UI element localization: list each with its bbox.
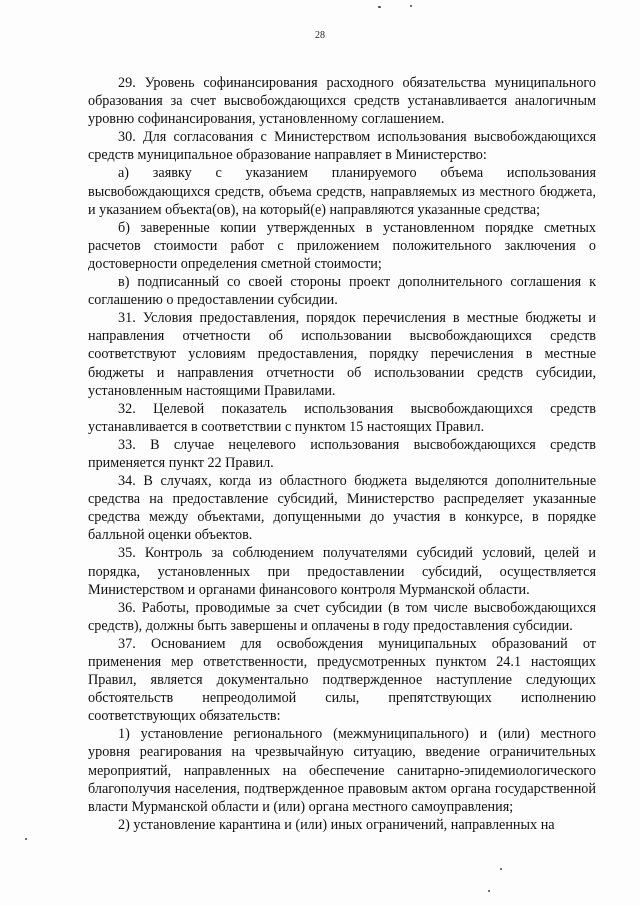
paragraph-30v: в) подписанный со своей стороны проект дополнительного соглашения к соглашению о предоставлении субсидии. bbox=[88, 274, 596, 309]
paragraph-37-item-1: 1) установление регионального (межмуниципального) и (или) местного уровня реагирования на чрезвычайную ситуацию, введение ограничительных мероприятий, направленных на обеспечение санитарно-эпидемиологического благополучия населения, подтвержденное правовым актом органа государственной власти Мурманской области и (или) органа местного самоуправления; bbox=[88, 726, 596, 815]
paragraph-30b: б) заверенные копии утвержденных в установленном порядке сметных расчетов стоимости работ с приложением положительного заключения о достоверности определения сметной стоимости; bbox=[88, 219, 596, 272]
paragraph-30: 30. Для согласования с Министерством использования высвобождающихся средств муниципальное образование направляет в Министерство: bbox=[88, 129, 596, 164]
scan-speck bbox=[410, 5, 412, 7]
paragraph-37: 37. Основанием для освобождения муниципальных образований от применения мер ответственности, предусмотренных пунктом 24.1 настоящих Правил, является документально подтвержденное наступление следующих обстоятельств непреодолимой силы, препятствующих исполнению соответствующих обязательств: bbox=[88, 635, 596, 725]
paragraph-30a: а) заявку с указанием планируемого объема использования высвобождающихся средств, объема средств, направляемых из местного бюджета, и указанием объекта(ов), на который(е) направляются указанные средства; bbox=[88, 165, 596, 218]
paragraph-37-item-2: 2) установление карантина и (или) иных ограничений, направленных на bbox=[118, 816, 555, 833]
paragraph-34: 34. В случаях, когда из областного бюджета выделяются дополнительные средства на предоставление субсидий, Министерство распределяет указанные средства между объектами, допущенными до участия в конкурсе, в порядке балльной оценки объектов. bbox=[88, 473, 596, 544]
scan-speck bbox=[25, 838, 27, 840]
paragraph-29: 29. Уровень софинансирования расходного обязательства муниципального образования за счет высвобождающихся средств устанавливается аналогичным уровню софинансирования, установленному соглашением. bbox=[88, 75, 596, 128]
paragraph-33: 33. В случае нецелевого использования высвобождающихся средств применяется пункт 22 Правил. bbox=[88, 436, 596, 471]
document-body bbox=[88, 74, 596, 834]
page-number: 28 bbox=[315, 30, 325, 41]
scan-speck bbox=[378, 6, 381, 8]
scan-speck bbox=[488, 890, 490, 892]
scan-speck bbox=[500, 868, 502, 870]
paragraph-36: 36. Работы, проводимые за счет субсидии (в том числе высвобождающихся средств), должны быть завершены и оплачены в году предоставления субсидии. bbox=[88, 599, 596, 634]
paragraph-31: 31. Условия предоставления, порядок перечисления в местные бюджеты и направления отчетности об использовании высвобождающихся средств соответствуют условиям предоставления, порядку перечисления в местные бюджеты и направления отчетности об использовании средств субсидии, установленным настоящими Правилами. bbox=[88, 310, 596, 399]
paragraph-32: 32. Целевой показатель использования высвобождающихся средств устанавливается в соответствии с пунктом 15 настоящих Правил. bbox=[88, 400, 596, 435]
paragraph-35: 35. Контроль за соблюдением получателями субсидий условий, целей и порядка, установленных при предоставлении субсидий, осуществляется Министерством и органами финансового контроля Мурманской области. bbox=[88, 545, 596, 598]
